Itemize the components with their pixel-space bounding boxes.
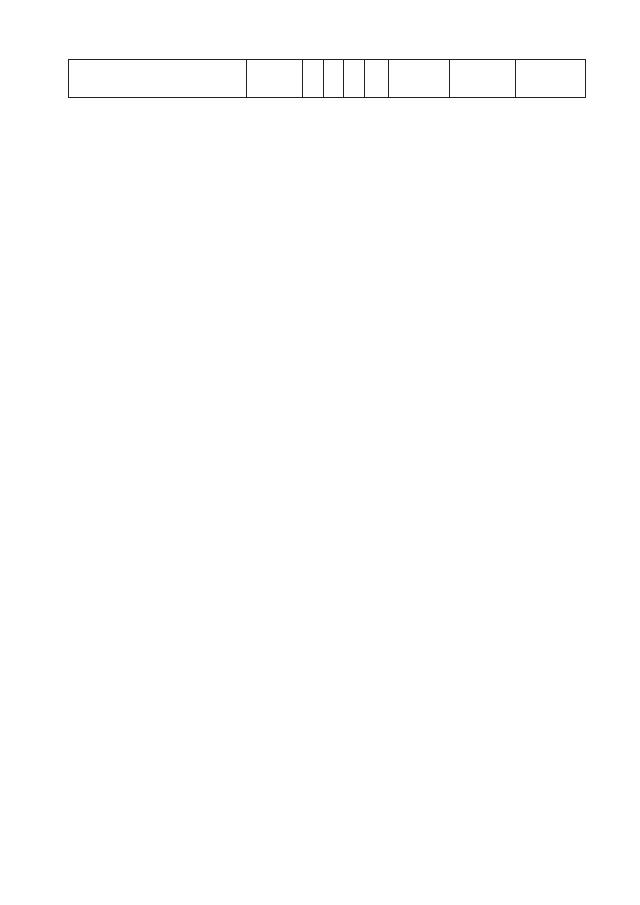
budget-table bbox=[68, 59, 586, 98]
budget-table-wrapper bbox=[68, 59, 586, 98]
header-expense-type bbox=[365, 60, 389, 98]
header-chapter bbox=[303, 60, 324, 98]
header-2021 bbox=[450, 60, 516, 98]
header-target bbox=[247, 60, 303, 98]
header-subsection bbox=[344, 60, 365, 98]
header-2022 bbox=[516, 60, 586, 98]
header-2020 bbox=[389, 60, 450, 98]
header-name bbox=[69, 60, 247, 98]
header-row bbox=[69, 60, 586, 98]
header-section bbox=[324, 60, 344, 98]
